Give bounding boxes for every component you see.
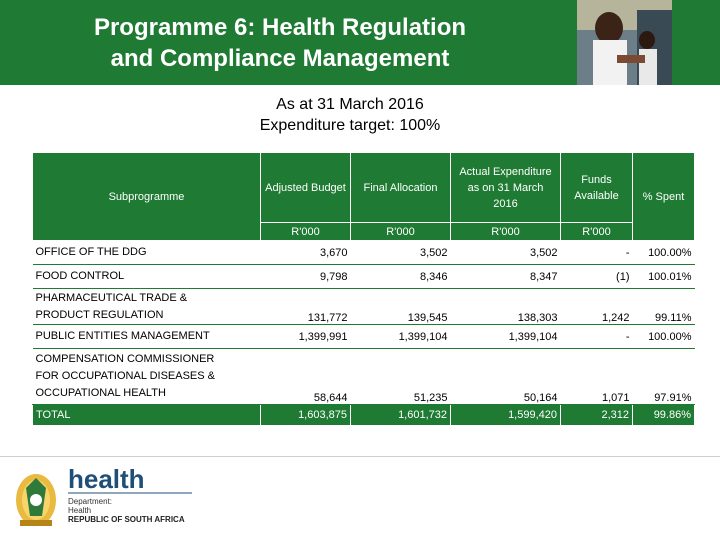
table-row bbox=[33, 241, 695, 265]
table-row bbox=[33, 265, 695, 289]
header-final-allocation: Final Allocation bbox=[351, 153, 451, 223]
coat-of-arms-icon bbox=[16, 474, 56, 526]
header-actual-expenditure: Actual Expenditure as on 31 March 2016 bbox=[451, 153, 561, 223]
header-pct-spent: % Spent bbox=[633, 153, 695, 241]
total-actual-expenditure: 1,599,420 bbox=[451, 405, 561, 426]
row-funds-available: - bbox=[561, 241, 633, 265]
row-adjusted-budget: 131,772 bbox=[261, 289, 351, 325]
row-subprogramme: FOOD CONTROL bbox=[33, 265, 261, 289]
expenditure-table bbox=[32, 152, 695, 426]
row-actual-expenditure: 138,303 bbox=[451, 289, 561, 325]
unit-actual-expenditure: R'000 bbox=[451, 223, 561, 241]
health-worker-photo bbox=[577, 0, 672, 85]
row-actual-expenditure: 50,164 bbox=[451, 349, 561, 405]
row-subprogramme: PUBLIC ENTITIES MANAGEMENT bbox=[33, 325, 261, 349]
title-line-1: Programme 6: Health Regulation bbox=[93, 14, 467, 41]
row-funds-available: 1,071 bbox=[561, 349, 633, 405]
table-total-row bbox=[33, 405, 695, 426]
row-funds-available: - bbox=[561, 325, 633, 349]
row-pct-spent: 99.11% bbox=[633, 289, 695, 325]
page-title bbox=[20, 12, 540, 74]
table-row bbox=[33, 349, 695, 405]
unit-final-allocation: R'000 bbox=[351, 223, 451, 241]
total-label: TOTAL bbox=[33, 405, 261, 426]
svg-text:Department:: Department: bbox=[68, 497, 113, 506]
row-actual-expenditure: 1,399,104 bbox=[451, 325, 561, 349]
row-final-allocation: 8,346 bbox=[351, 265, 451, 289]
row-actual-expenditure: 8,347 bbox=[451, 265, 561, 289]
table-row bbox=[33, 325, 695, 349]
row-subprogramme: OFFICE OF THE DDG bbox=[33, 241, 261, 265]
total-pct-spent: 99.86% bbox=[633, 405, 695, 426]
svg-text:REPUBLIC OF SOUTH AFRICA: REPUBLIC OF SOUTH AFRICA bbox=[68, 515, 185, 524]
header-funds-available: Funds Available bbox=[561, 153, 633, 223]
row-pct-spent: 100.00% bbox=[633, 325, 695, 349]
row-subprogramme: COMPENSATION COMMISSIONER FOR OCCUPATIONAL DISEASES & OCCUPATIONAL HEALTH bbox=[33, 349, 261, 405]
report-subtitle bbox=[0, 94, 700, 136]
footer-divider bbox=[0, 456, 720, 457]
row-actual-expenditure: 3,502 bbox=[451, 241, 561, 265]
header-adjusted-budget: Adjusted Budget bbox=[261, 153, 351, 223]
header-subprogramme: Subprogramme bbox=[33, 153, 261, 241]
row-final-allocation: 51,235 bbox=[351, 349, 451, 405]
total-final-allocation: 1,601,732 bbox=[351, 405, 451, 426]
total-funds-available: 2,312 bbox=[561, 405, 633, 426]
svg-text:health: health bbox=[68, 464, 145, 494]
row-adjusted-budget: 3,670 bbox=[261, 241, 351, 265]
row-adjusted-budget: 9,798 bbox=[261, 265, 351, 289]
row-pct-spent: 100.01% bbox=[633, 265, 695, 289]
row-funds-available: (1) bbox=[561, 265, 633, 289]
expenditure-target: Expenditure target: 100% bbox=[259, 117, 441, 134]
title-banner bbox=[0, 0, 720, 85]
table-header-row bbox=[33, 153, 695, 223]
total-adjusted-budget: 1,603,875 bbox=[261, 405, 351, 426]
title-line-2: and Compliance Management bbox=[110, 45, 450, 72]
unit-funds-available: R'000 bbox=[561, 223, 633, 241]
unit-adjusted-budget: R'000 bbox=[261, 223, 351, 241]
row-pct-spent: 100.00% bbox=[633, 241, 695, 265]
row-adjusted-budget: 1,399,991 bbox=[261, 325, 351, 349]
row-final-allocation: 3,502 bbox=[351, 241, 451, 265]
row-final-allocation: 139,545 bbox=[351, 289, 451, 325]
svg-text:Health: Health bbox=[68, 506, 92, 515]
row-adjusted-budget: 58,644 bbox=[261, 349, 351, 405]
row-pct-spent: 97.91% bbox=[633, 349, 695, 405]
row-subprogramme: PHARMACEUTICAL TRADE & PRODUCT REGULATION bbox=[33, 289, 261, 325]
as-at-date: As at 31 March 2016 bbox=[276, 96, 424, 113]
row-final-allocation: 1,399,104 bbox=[351, 325, 451, 349]
row-funds-available: 1,242 bbox=[561, 289, 633, 325]
table-row bbox=[33, 289, 695, 325]
department-of-health-logo bbox=[10, 460, 210, 530]
